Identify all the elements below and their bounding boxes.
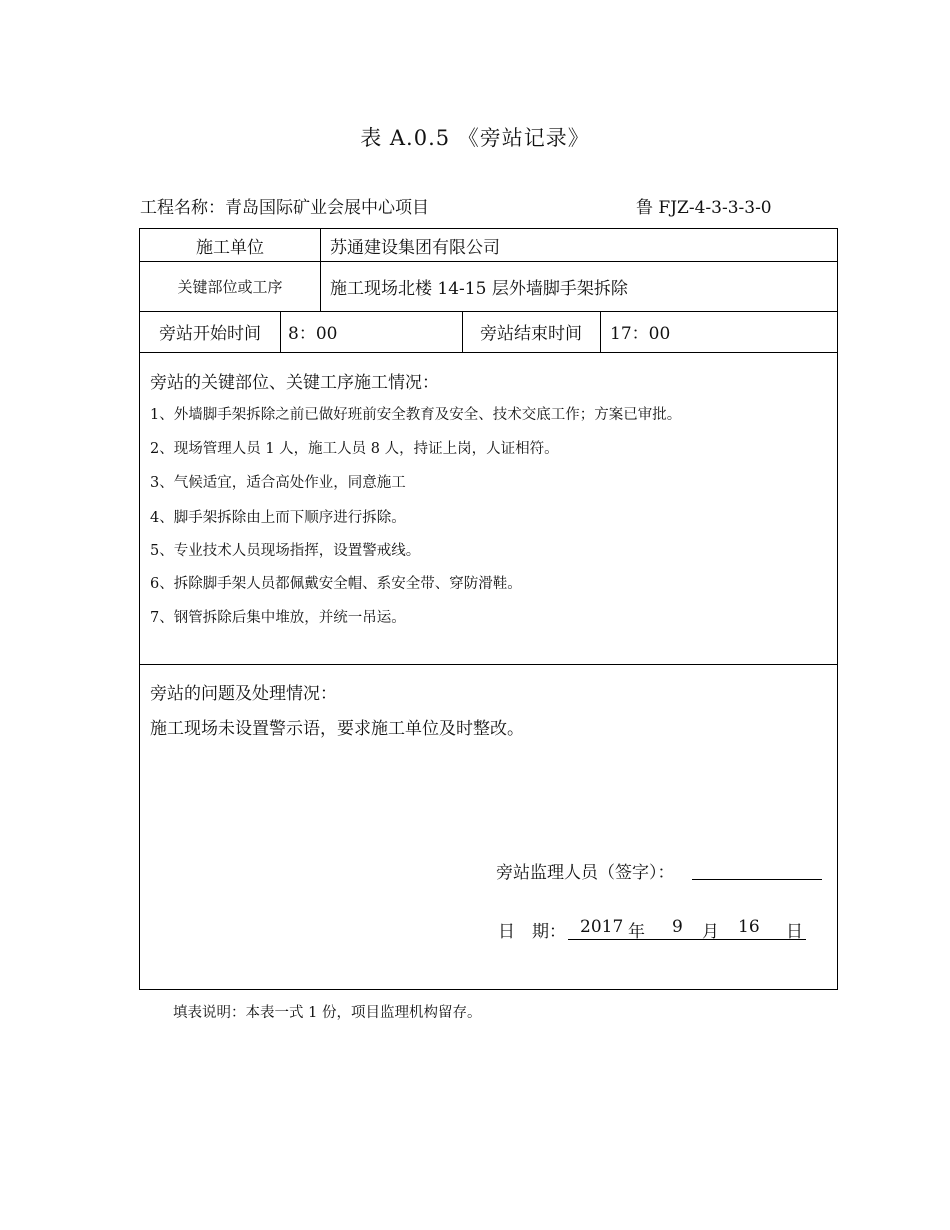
list-item: 3、气候适宜，适合高处作业，同意施工 (150, 475, 406, 491)
key-part-value: 施工现场北楼 14-15 层外墙脚手架拆除 (330, 278, 628, 299)
end-time-label: 旁站结束时间 (480, 324, 582, 344)
date-year-unit: 年 (628, 922, 645, 942)
key-part-label: 关键部位或工序 (177, 277, 283, 296)
date-day-unit: 日 (786, 922, 803, 942)
start-time-label: 旁站开始时间 (159, 324, 261, 344)
situation-title: 旁站的关键部位、关键工序施工情况： (150, 373, 439, 393)
unit-label: 施工单位 (196, 237, 264, 258)
list-item: 5、专业技术人员现场指挥，设置警戒线。 (150, 543, 421, 559)
record-table (139, 228, 838, 990)
list-item: 2、现场管理人员 1 人，施工人员 8 人，持证上岗，人证相符。 (150, 441, 559, 457)
start-time-value: 8：00 (288, 324, 338, 344)
issue-text: 施工现场未设置警示语，要求施工单位及时整改。 (150, 719, 524, 739)
list-item: 4、脚手架拆除由上而下顺序进行拆除。 (150, 510, 406, 526)
date-month: 9 (672, 917, 683, 937)
page-title: 表 A.0.5 《旁站记录》 (360, 126, 590, 150)
date-field (498, 917, 818, 943)
signature-label: 旁站监理人员（签字）： (496, 863, 675, 883)
date-underline (568, 939, 806, 940)
date-year: 2017 (580, 917, 624, 937)
footer-note: 填表说明：本表一式 1 份，项目监理机构留存。 (173, 1005, 482, 1021)
row-divider (140, 664, 838, 665)
list-item: 6、拆除脚手架人员都佩戴安全帽、系安全带、穿防滑鞋。 (150, 576, 522, 592)
date-month-unit: 月 (702, 922, 719, 942)
row-divider (140, 352, 838, 353)
col-divider (280, 311, 281, 352)
col-divider (600, 311, 601, 352)
date-label: 日 期： (498, 922, 566, 942)
issue-title: 旁站的问题及处理情况： (150, 684, 337, 704)
col-divider (320, 229, 321, 311)
unit-value: 苏通建设集团有限公司 (330, 237, 500, 258)
date-day: 16 (738, 917, 760, 937)
end-time-value: 17：00 (610, 324, 671, 344)
project-name: 工程名称：青岛国际矿业会展中心项目 (140, 198, 429, 218)
list-item: 7、钢管拆除后集中堆放，并统一吊运。 (150, 610, 406, 626)
list-item: 1、外墙脚手架拆除之前已做好班前安全教育及安全、技术交底工作；方案已审批。 (150, 407, 682, 423)
signature-line[interactable] (692, 879, 822, 880)
project-code: 鲁 FJZ-4-3-3-3-0 (636, 198, 772, 218)
